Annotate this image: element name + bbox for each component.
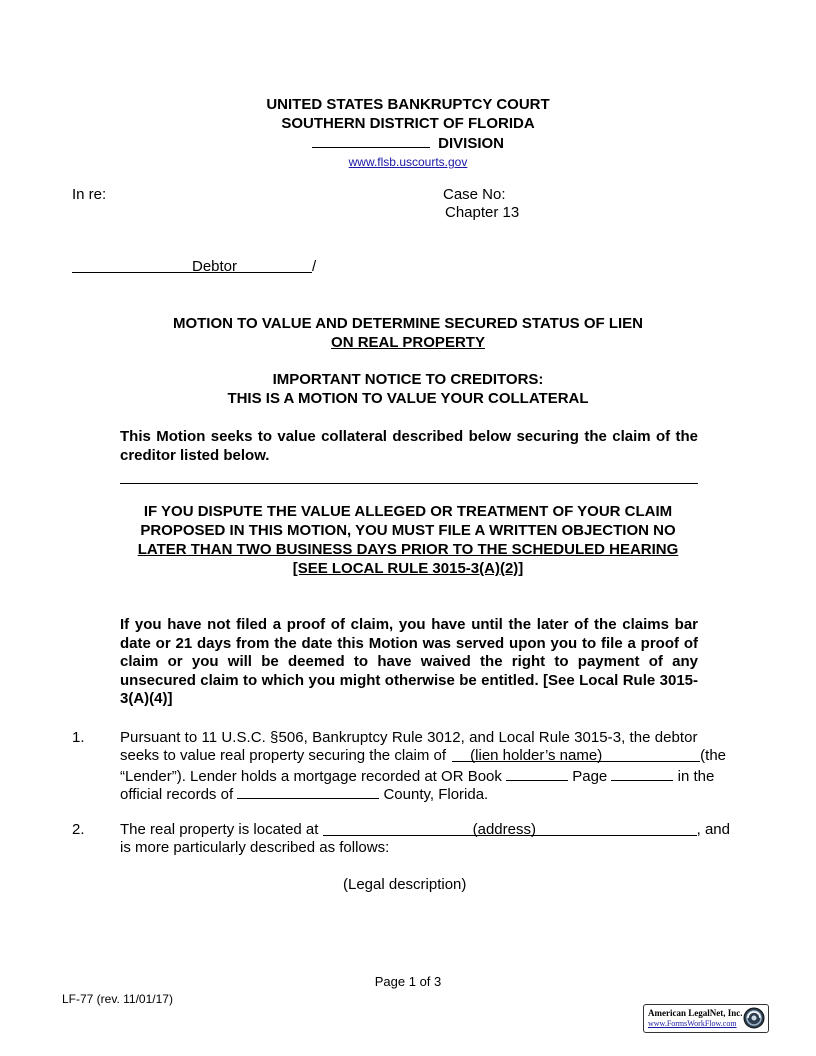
para2-line1-text: The real property is located at (120, 821, 319, 838)
badge-url[interactable]: www.FormsWorkFlow.com (648, 1019, 737, 1028)
notice-heading: IMPORTANT NOTICE TO CREDITORS: (272, 371, 544, 388)
page-blank[interactable] (611, 766, 673, 781)
or-book-blank[interactable] (506, 766, 568, 781)
debtor-slash: / (312, 258, 317, 275)
para1-line1: Pursuant to 11 U.S.C. §506, Bankruptcy Rule 3012, and Local Rule 3015-3, the debtor (120, 729, 698, 746)
proof-of-claim-paragraph: If you have not filed a proof of claim, you have until the later of the claims bar date or 21 days from the date this Motion was served upon you to file a proof of claim or you will be deemed to have waived the right to payment of any unsecured claim to which you might otherwise be entitled. [See Local Rule 3015-3(A)(4)] (120, 616, 698, 707)
official-records-text: official records of (120, 786, 234, 803)
para1-in-the: in the (677, 768, 715, 785)
para1-line2-text: seeks to value real property securing the claim of (120, 747, 446, 764)
notice-subheading: THIS IS A MOTION TO VALUE YOUR COLLATERAL (227, 390, 589, 407)
dispute-line2: PROPOSED IN THIS MOTION, YOU MUST FILE A WRITTEN OBJECTION NO (140, 522, 676, 539)
para1-line3-text: “Lender”). Lender holds a mortgage recorded at OR Book (120, 768, 502, 785)
creditor-blank-line[interactable] (120, 483, 698, 484)
dispute-line3 (115, 541, 701, 558)
county-blank[interactable] (237, 784, 379, 799)
debtor-label: Debtor (192, 258, 238, 275)
county-florida-text: County, Florida. (383, 786, 489, 803)
address-blank[interactable] (323, 821, 697, 836)
para1-the: (the (700, 747, 727, 764)
website-text[interactable]: www.flsb.uscourts.gov (348, 155, 468, 169)
page-label: Page (572, 768, 608, 785)
globe-logo-icon (743, 1007, 765, 1029)
lien-holder-blank[interactable] (452, 747, 700, 762)
dispute-line4-text: [SEE LOCAL RULE 3015-3(A)(2)] (292, 560, 524, 577)
division-blank[interactable] (312, 133, 430, 148)
dispute-line4 (115, 560, 701, 577)
debtor-blank[interactable] (72, 258, 312, 273)
intro-paragraph: This Motion seeks to value collateral described below securing the claim of the creditor listed below. (120, 428, 698, 464)
legalnet-badge[interactable] (643, 1004, 769, 1033)
dispute-line1: IF YOU DISPUTE THE VALUE ALLEGED OR TREATMENT OF YOUR CLAIM (143, 503, 673, 520)
para1-line2 (120, 747, 726, 764)
address-label: (address) (472, 821, 536, 838)
motion-title-line2 (0, 334, 816, 351)
case-no-label: Case No: (443, 186, 506, 203)
para2-line1 (120, 821, 730, 838)
form-number: LF-77 (rev. 11/01/17) (62, 992, 173, 1006)
legal-description-label: (Legal description) (343, 876, 467, 893)
chapter-label: Chapter 13 (445, 204, 520, 221)
court-name: UNITED STATES BANKRUPTCY COURT (266, 96, 550, 113)
motion-title: MOTION TO VALUE AND DETERMINE SECURED STATUS OF LIEN (172, 315, 643, 332)
para1-number: 1. (72, 729, 85, 746)
district-name: SOUTHERN DISTRICT OF FLORIDA (281, 115, 535, 132)
title-line2-text: ON REAL PROPERTY (331, 334, 485, 351)
lien-holder-label: (lien holder’s name) (470, 747, 603, 764)
division-line (312, 133, 504, 152)
debtor-line[interactable] (72, 258, 316, 275)
badge-company: American LegalNet, Inc. (648, 1008, 743, 1018)
para1-line4 (120, 784, 488, 803)
page-number: Page 1 of 3 (374, 974, 442, 989)
dispute-line3-text: LATER THAN TWO BUSINESS DAYS PRIOR TO THE SCHEDULED HEARING (137, 541, 679, 558)
para2-and: , and (696, 821, 730, 838)
para2-line2: is more particularly described as follows: (120, 839, 390, 856)
court-website-link[interactable] (0, 153, 816, 170)
para2-number: 2. (72, 821, 85, 838)
para1-line3 (120, 766, 714, 785)
in-re-label: In re: (72, 186, 107, 203)
division-label: DIVISION (438, 135, 505, 152)
